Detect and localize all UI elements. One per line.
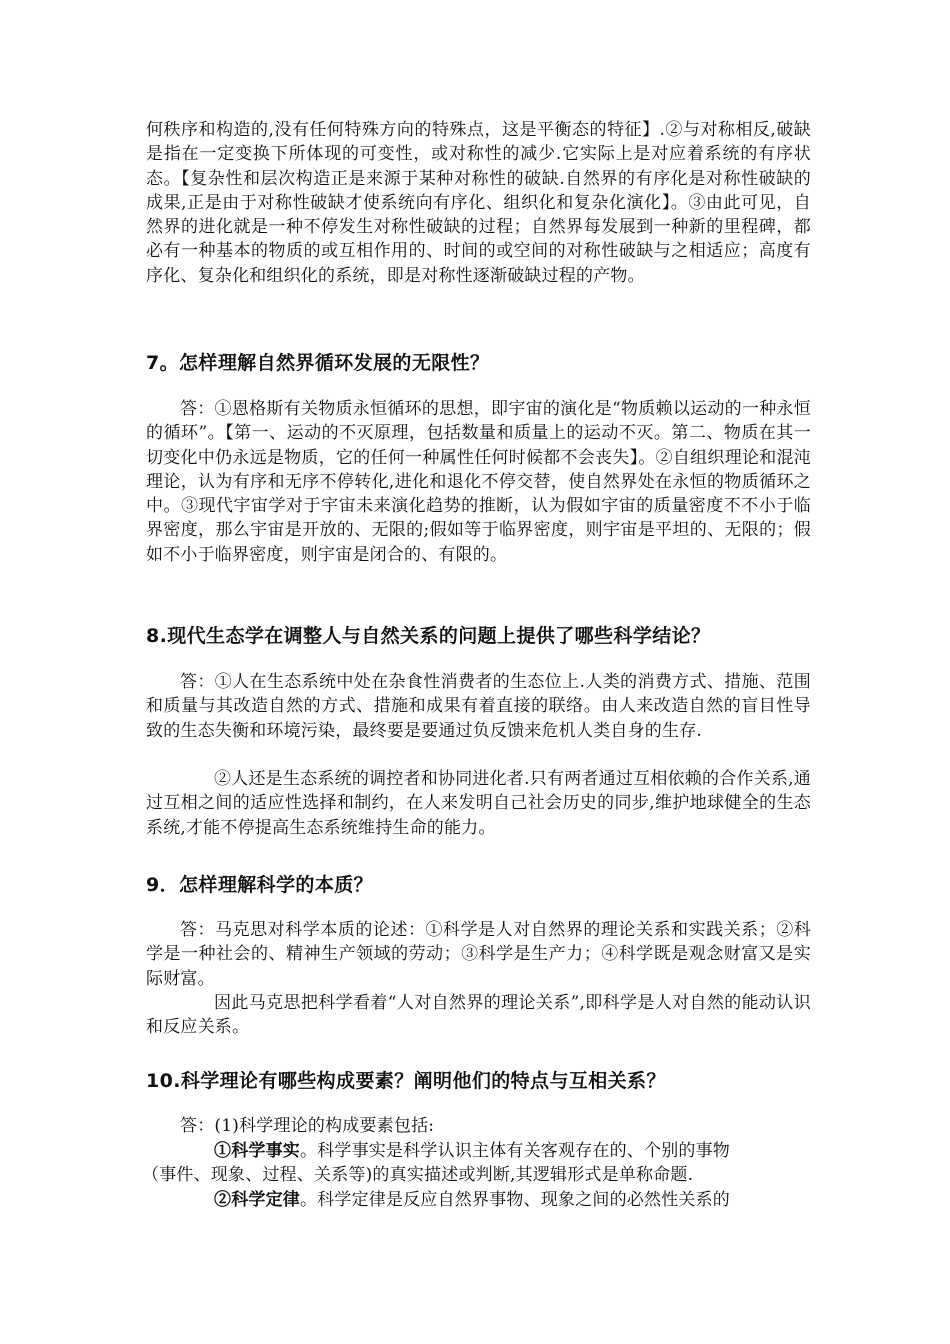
question-8-answer-part-1: 答：①人在生态系统中处在杂食性消费者的生态位上.人类的消费方式、措施、范围和质量与其改造自然的方式、措施和成果有着直接的联络。由人来改造自然的盲目性导致的生态失衡和环境污染，最终要是要通过负反馈来危机人类自身的生存. [146, 672, 811, 741]
item-2-label: ②科学定律 [214, 1190, 300, 1210]
question-10-item-1-continuation: （事件、现象、过程、关系等)的真实描述或判断,其逻辑形式是单称命题. [142, 1165, 694, 1185]
question-9-heading: 9．怎样理解科学的本质？ [146, 874, 374, 896]
question-10-heading: 10.科学理论有哪些构成要素？阐明他们的特点与互相关系？ [146, 1070, 666, 1092]
question-10-answer-intro: 答：(1)科学理论的构成要素包括: [180, 1116, 435, 1136]
question-10-item-2 [214, 1188, 894, 1212]
item-1-label: ①科学事实 [214, 1141, 300, 1161]
question-8-answer-part-2: ②人还是生态系统的调控者和协同进化者.只有两者通过互相依赖的合作关系,通过互相之间的适应性选择和制约，在人来发明自己社会历史的同步,维护地球健全的生态系统,才能不停提高生态系统维持生命的能力。 [146, 769, 811, 838]
item-2-text: 。科学定律是反应自然界事物、现象之间的必然性关系的 [300, 1190, 730, 1210]
intro-paragraph: 何秩序和构造的,没有任何特殊方向的特殊点，这是平衡态的特征】.②与对称相反,破缺是指在一定变换下所体现的可变性，或对称性的减少.它实际上是对应着系统的有序状态。【复杂性和层次构造正是来源于某种对称性的破缺.自然界的有序化是对称性破缺的成果,正是由于对称性破缺才使系统向有序化、组织化和复杂化演化】。③由此可见，自然界的进化就是一种不停发生对称性破缺的过程；自然界每发展到一种新的里程碑，都必有一种基本的物质的或互相作用的、时间的或空间的对称性破缺与之相适应；高度有序化、复杂化和组织化的系统，即是对称性逐渐破缺过程的产物。 [146, 120, 811, 286]
question-7-answer: 答：①恩格斯有关物质永恒循环的思想，即宇宙的演化是“物质赖以运动的一种永恒的循环”。【第一、运动的不灭原理，包括数量和质量上的运动不灭。第二、物质在其一切变化中仍永远是物质，它的任何一种属性任何时候都不会丧失】。②自组织理论和混沌理论，认为有序和无序不停转化,进化和退化不停交替，使自然界处在永恒的物质循环之中。③现代宇宙学对于宇宙未来演化趋势的推断，认为假如宇宙的质量密度不不小于临界密度，那么宇宙是开放的、无限的;假如等于临界密度，则宇宙是平坦的、无限的；假如不小于临界密度，则宇宙是闭合的、有限的。 [146, 399, 811, 565]
item-1-text: 。科学事实是科学认识主体有关客观存在的、个别的事物 [300, 1141, 730, 1161]
question-9-answer-part-2: 因此马克思把科学看着“人对自然界的理论关系”,即科学是人对自然的能动认识和反应关系。 [146, 993, 811, 1038]
question-7-heading: 7。怎样理解自然界循环发展的无限性？ [146, 352, 490, 374]
question-10-item-1 [214, 1139, 894, 1163]
question-9-answer-part-1: 答：马克思对科学本质的论述：①科学是人对自然界的理论关系和实践关系；②科学是一种社会的、精神生产领域的劳动；③科学是生产力；④科学既是观念财富又是实际财富。 [146, 920, 811, 989]
question-8-heading: 8.现代生态学在调整人与自然关系的问题上提供了哪些科学结论？ [146, 625, 711, 647]
